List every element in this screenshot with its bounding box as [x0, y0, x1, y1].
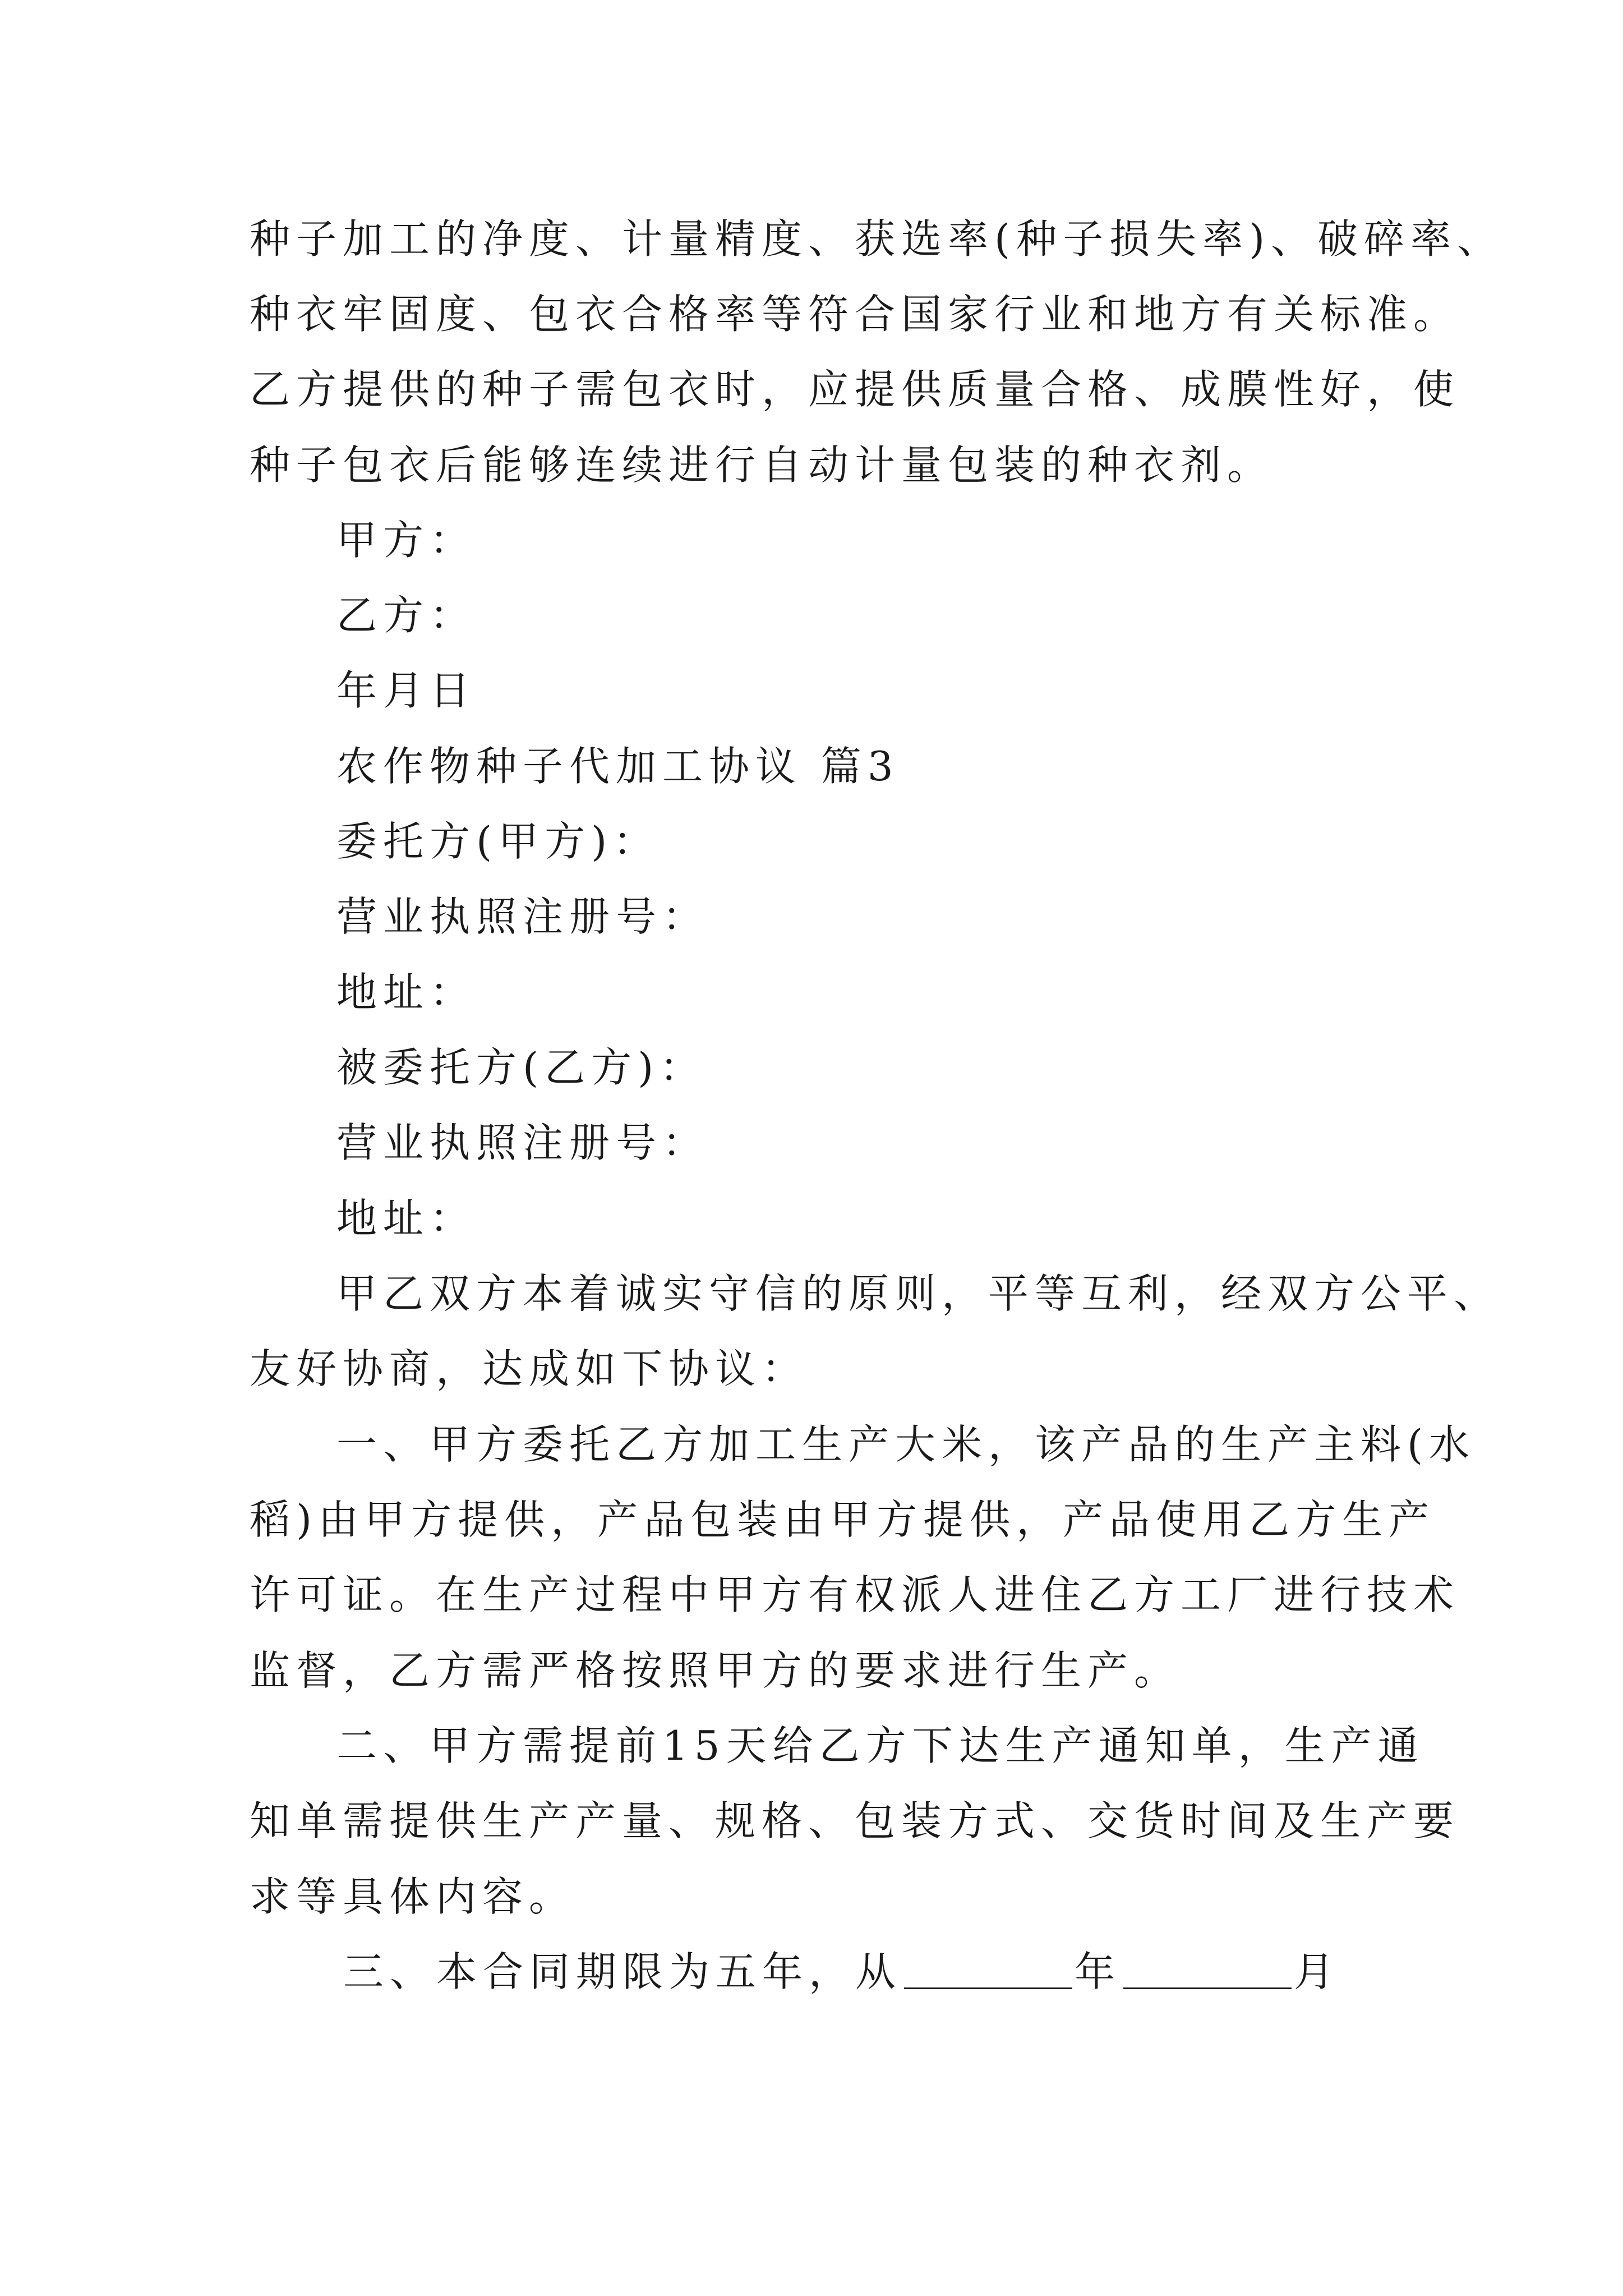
month-label: 月 [1294, 1948, 1341, 1995]
party-b-label: 乙方： [336, 592, 477, 639]
blank-month-field [1123, 1948, 1292, 1989]
license-number-label: 营业执照注册号： [336, 893, 709, 940]
paragraph-line: 种衣牢固度、包衣合格率等符合国家行业和地方有关标准。 [250, 291, 1460, 338]
contract-term-text: 三、本合同期限为五年，从 [343, 1948, 902, 1995]
paragraph-line: 知单需提供生产产量、规格、包装方式、交货时间及生产要 [250, 1797, 1460, 1844]
paragraph-line: 二、甲方需提前15天给乙方下达生产通知单，生产通 [336, 1722, 1424, 1769]
paragraph-line: 许可证。在生产过程中甲方有权派人进住乙方工厂进行技术 [250, 1571, 1460, 1618]
principal-label: 委托方(甲方)： [336, 818, 660, 865]
section-title: 农作物种子代加工协议 篇3 [336, 743, 900, 790]
paragraph-line: 一、甲方委托乙方加工生产大米，该产品的生产主料(水 [336, 1421, 1476, 1468]
paragraph-line: 种子加工的净度、计量精度、获选率(种子损失率)、破碎率、 [250, 215, 1504, 263]
year-label: 年 [1075, 1948, 1122, 1995]
paragraph-line: 友好协商，达成如下协议： [250, 1345, 809, 1392]
paragraph-line: 求等具体内容。 [250, 1873, 576, 1920]
paragraph-line: 稻)由甲方提供，产品包装由甲方提供，产品使用乙方生产 [250, 1496, 1436, 1543]
paragraph-line: 乙方提供的种子需包衣时，应提供质量合格、成膜性好，使 [250, 366, 1460, 413]
paragraph-line: 监督，乙方需严格按照甲方的要求进行生产。 [250, 1647, 1181, 1694]
paragraph-line: 甲乙双方本着诚实守信的原则，平等互利，经双方公平、 [336, 1270, 1501, 1317]
paragraph-line: 种子包衣后能够连续进行自动计量包装的种衣剂。 [250, 441, 1274, 489]
blank-year-field [904, 1948, 1072, 1989]
date-label: 年月日 [336, 667, 477, 714]
agent-label: 被委托方(乙方)： [336, 1044, 707, 1091]
contract-term-line [343, 1945, 1340, 1999]
address-label: 地址： [336, 1195, 477, 1242]
address-label: 地址： [336, 969, 477, 1016]
license-number-label: 营业执照注册号： [336, 1119, 709, 1166]
party-a-label: 甲方： [336, 517, 477, 564]
